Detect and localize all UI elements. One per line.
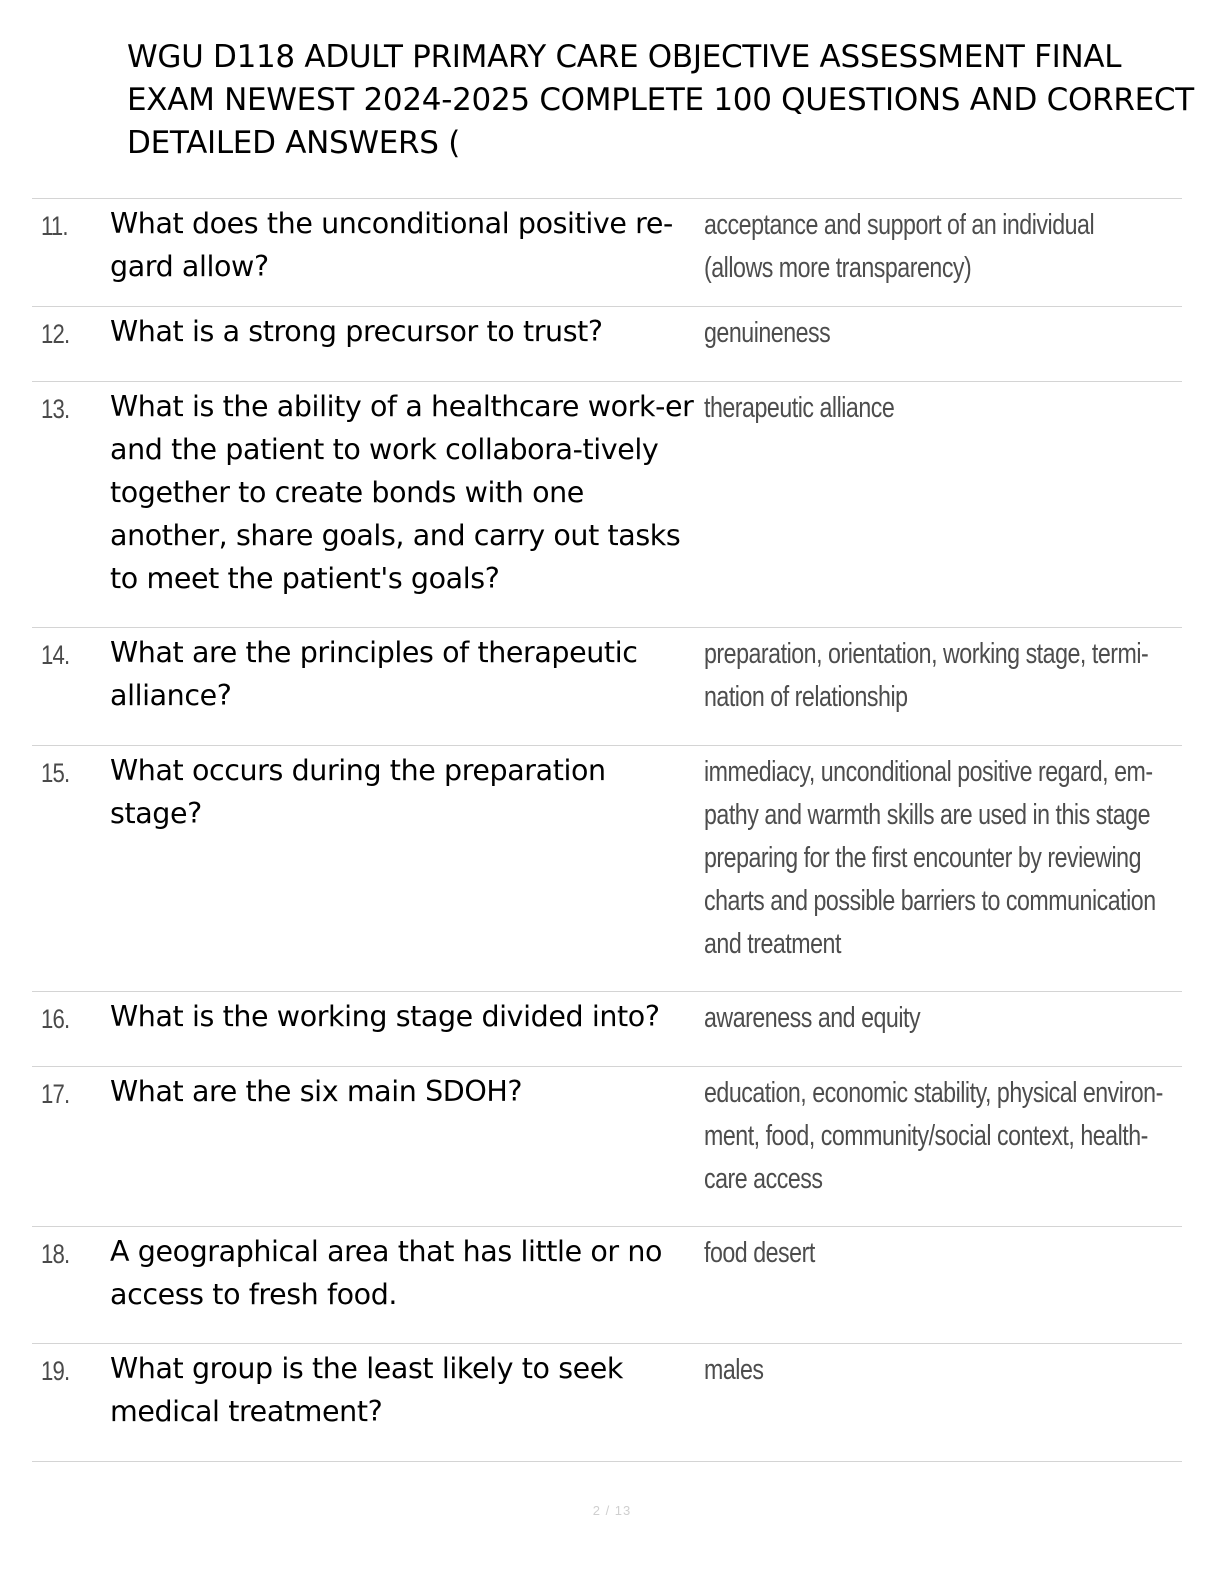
- question-text: What are the six main SDOH?: [110, 1075, 523, 1108]
- question-text: What does the unconditional positive re-gard allow?: [110, 207, 673, 283]
- answer-text: food desert: [704, 1237, 815, 1269]
- question-number: 14.: [41, 640, 70, 670]
- qa-table: [32, 198, 1182, 1462]
- question-number: 17.: [41, 1079, 70, 1109]
- qa-row: [32, 746, 1182, 992]
- question-number: 19.: [41, 1356, 70, 1386]
- answer-text: males: [704, 1354, 764, 1386]
- answer-text: preparation, orientation, working stage, termi-nation of relationship: [704, 638, 1149, 713]
- qa-row: [32, 992, 1182, 1067]
- qa-row: [32, 307, 1182, 382]
- question-text: What occurs during the preparation stage?: [110, 754, 606, 830]
- qa-row: [32, 1344, 1182, 1462]
- qa-row: [32, 628, 1182, 746]
- answer-text: immediacy, unconditional positive regard, em-pathy and warmth skills are used in this stage preparing for the first encounter by reviewing charts and possible barriers to communication and treatment: [704, 756, 1156, 960]
- qa-row: [32, 382, 1182, 628]
- question-number: 16.: [41, 1004, 70, 1034]
- question-number: 12.: [41, 319, 70, 349]
- question-text: What group is the least likely to seek medical treatment?: [110, 1352, 624, 1428]
- question-text: A geographical area that has little or no access to fresh food.: [110, 1235, 663, 1311]
- page-indicator: 2 / 13: [592, 1503, 632, 1518]
- answer-text: therapeutic alliance: [704, 392, 895, 424]
- answer-text: acceptance and support of an individual (allows more transparency): [704, 209, 1095, 284]
- question-number: 11.: [41, 211, 68, 241]
- question-text: What is the working stage divided into?: [110, 1000, 660, 1033]
- document-title: WGU D118 ADULT PRIMARY CARE OBJECTIVE ASSESSMENT FINAL EXAM NEWEST 2024-2025 COMPLETE 100 QUESTIONS AND CORRECT DETAILED ANSWERS (: [127, 39, 1194, 161]
- answer-text: education, economic stability, physical environ-ment, food, community/social context, health-care access: [704, 1077, 1163, 1195]
- qa-row: [32, 1227, 1182, 1344]
- qa-row: [32, 1067, 1182, 1227]
- question-number: 18.: [41, 1239, 70, 1269]
- answer-text: genuineness: [704, 317, 831, 349]
- question-number: 15.: [41, 758, 70, 788]
- question-text: What are the principles of therapeutic alliance?: [110, 636, 638, 712]
- qa-row: [32, 199, 1182, 307]
- question-text: What is the ability of a healthcare work-er and the patient to work collabora-tively together to create bonds with one another, share goals, and carry out tasks to meet the patient's goals?: [110, 390, 694, 595]
- question-text: What is a strong precursor to trust?: [110, 315, 603, 348]
- answer-text: awareness and equity: [704, 1002, 921, 1034]
- question-number: 13.: [41, 394, 70, 424]
